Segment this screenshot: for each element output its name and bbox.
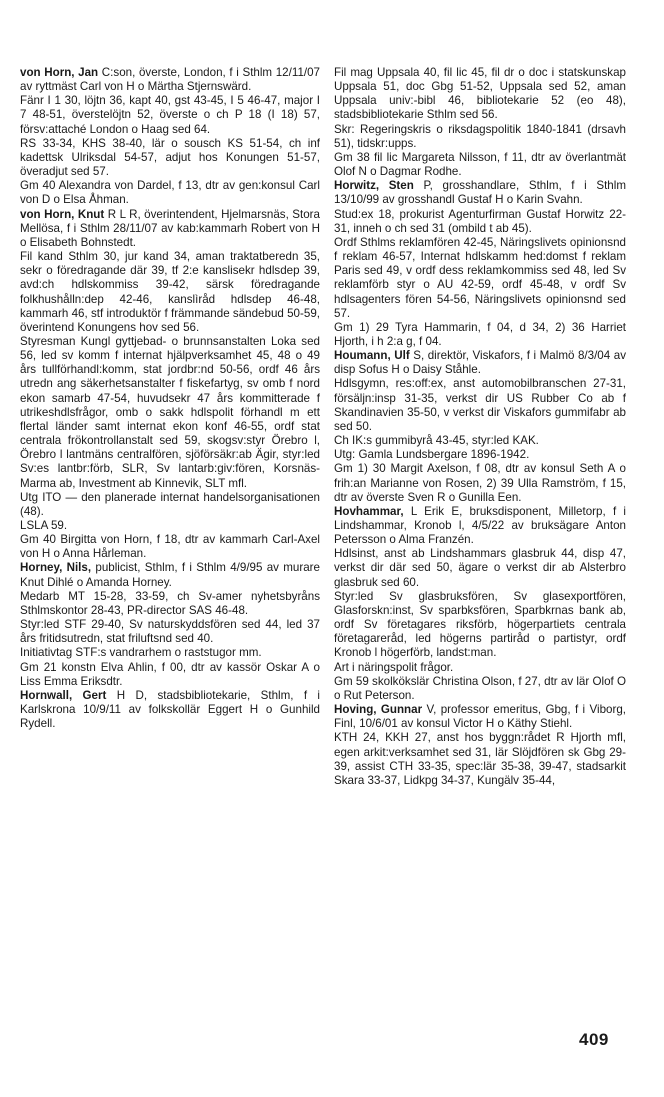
entry-text: Gm 38 fil lic Margareta Nilsson, f 11, dtr av överlantmät Olof N o Dagmar Rodhe. — [334, 150, 626, 179]
entry-paragraph — [20, 94, 320, 136]
entry-text: KTH 24, KKH 27, anst hos byggn:rådet R Hjorth mfl, egen arkit:verksamhet sed 31, lär Slöjdfören sk Gbg 29-39, assist CTH 33-35, spec:lär 35-38, 39-47, stadsarkit Skara 33-37, Lidkpg 34-37, Kungälv 35-44, — [334, 731, 626, 787]
entry-paragraph — [20, 137, 320, 179]
entry-paragraph — [334, 590, 626, 661]
biography-entry — [334, 349, 626, 377]
biography-entry — [334, 505, 626, 547]
entry-text: Gm 1) 30 Margit Axelson, f 08, dtr av konsul Seth A o frih:an Marianne von Rosen, 2) 39 Ulla Ramström, f 15, dtr av överste Sven R o Gunilla Een. — [334, 462, 626, 504]
entry-text: R L R, överintendent, Hjelmarsnäs, Stora Mellösa, f i Sthlm 28/11/07 av kab:kammarh Robert von H o Elisabeth Bohnstedt. — [20, 207, 320, 249]
entry-headword: von Horn, Knut — [20, 207, 105, 221]
entry-text: Initiativtag STF:s vandrarhem o raststugor mm. — [20, 646, 262, 660]
entry-text: Art i näringspolit frågor. — [334, 660, 454, 674]
entry-text: Fänr I 1 30, löjtn 36, kapt 40, gst 43-45, I 5 46-47, major I 7 48-51, överstelöjtn 52, överste o ch P 18 (I 18) 57, försv:attaché London o Haag sed 64. — [20, 94, 320, 136]
entry-text: Gm 40 Birgitta von Horn, f 18, dtr av kammarh Carl-Axel von H o Anna Hårleman. — [20, 533, 320, 561]
entry-paragraph — [20, 618, 320, 646]
entry-paragraph — [334, 208, 626, 236]
entry-text: H D, stadsbibliotekarie, Sthlm, f i Karlskrona 10/9/11 av folkskollär Eggert H o Gunhild Rydell. — [20, 688, 320, 731]
entry-paragraph — [334, 547, 626, 589]
entry-paragraph — [20, 646, 320, 660]
entry-paragraph — [334, 321, 626, 349]
entry-text: V, professor emeritus, Gbg, f i Viborg, Finl, 10/6/01 av konsul Victor H o Käthy Stiehl. — [334, 703, 627, 731]
entry-text: Ordf Sthlms reklamfören 42-45, Näringslivets opinionsnd f reklam 46-57, Internat hdlskamm hed:domst f reklam Paris sed 49, v ordf dess reklamkommiss sed 48, led Sv reklamförb styr o AU 42-59, ordf 45-48, v ordf Sv hdlsagenters fören 54-56, Näringslivets opinionsnd sed 57. — [334, 235, 626, 320]
entry-paragraph — [334, 675, 626, 703]
entry-text: Medarb MT 15-28, 33-59, ch Sv-amer nyhetsbyråns Sthlmskontor 28-43, PR-director SAS 46-48. — [20, 589, 320, 617]
entry-paragraph — [334, 377, 626, 434]
biography-entry — [20, 66, 320, 94]
entry-paragraph — [334, 434, 626, 448]
entry-text: Gm 59 skolkökslär Christina Olson, f 27, dtr av lär Olof O o Rut Peterson. — [334, 674, 626, 702]
entry-headword: Hovhammar, — [334, 504, 404, 518]
entry-paragraph — [20, 179, 320, 207]
entry-text: Gm 21 konstn Elva Ahlin, f 00, dtr av kassör Oskar A o Liss Emma Eriksdtr. — [20, 660, 320, 688]
entry-paragraph — [20, 250, 320, 335]
left-column — [20, 66, 320, 731]
page-number: 409 — [579, 1030, 609, 1049]
biography-entry — [334, 179, 626, 207]
entry-text: LSLA 59. — [20, 519, 68, 532]
right-column — [334, 66, 626, 788]
entry-paragraph — [334, 236, 626, 321]
entry-paragraph — [20, 491, 320, 519]
entry-headword: von Horn, Jan — [20, 66, 99, 79]
entry-headword: Hornwall, Gert — [20, 688, 107, 702]
biography-entry — [20, 561, 320, 589]
entry-text: Skr: Regeringskris o riksdagspolitik 1840-1841 (drsavh 51), tidskr:upps. — [334, 122, 626, 150]
entry-text: Utg: Gamla Lundsbergare 1896-1942. — [334, 448, 530, 462]
entry-text: Hdlsgymn, res:off:ex, anst automobilbranschen 27-31, försäljn:insp 31-35, verkst dir US Rubber Co ab f Skandinavien 35-50, v verkst dir Viskafors gummifabr ab sed 50. — [334, 377, 626, 433]
entry-paragraph — [20, 533, 320, 561]
entry-text: Styr:led STF 29-40, Sv naturskyddsfören sed 44, led 37 års fritidsutredn, stat friluftsnd sed 40. — [20, 618, 320, 646]
entry-text: P, grosshandlare, Sthlm, f i Sthlm 13/10/99 av grosshandl Gustaf H o Karin Svahn. — [334, 179, 626, 207]
entry-paragraph — [334, 462, 626, 504]
entry-text: Ch IK:s gummibyrå 43-45, styr:led KAK. — [334, 434, 539, 448]
entry-text: Gm 40 Alexandra von Dardel, f 13, dtr av gen:konsul Carl von D o Elsa Åhman. — [20, 179, 320, 207]
entry-paragraph — [334, 731, 626, 788]
entry-text: Utg ITO — den planerade internat handelsorganisationen (48). — [20, 490, 320, 518]
entry-text: RS 33-34, KHS 38-40, lär o sousch KS 51-54, ch inf kadettsk Ulriksdal 54-57, adjut hos Konungen 51-57, överadjut sed 57. — [20, 136, 320, 179]
entry-paragraph — [334, 151, 626, 179]
biography-entry — [334, 703, 626, 731]
biography-entry — [20, 208, 320, 250]
entry-headword: Horwitz, Sten — [334, 179, 414, 193]
entry-paragraph — [334, 66, 626, 123]
entry-text: Hdlsinst, anst ab Lindshammars glasbruk 44, disp 47, verkst dir där sed 50, ägare o verkst dir ab Alsterbro glasbruk sed 60. — [334, 547, 626, 589]
entry-paragraph — [20, 590, 320, 618]
entry-headword: Houmann, Ulf — [334, 349, 410, 363]
entry-paragraph — [20, 519, 320, 533]
entry-text: Styr:led Sv glasbruksfören, Sv glasexportfören, Glasforskn:inst, Sv sparbksfören, Sparbkrnas bank ab, ordf Sv företagares riksförb, högerpartiets centrala företagareråd, led högerns partiråd o partistyr, ordf Kronob l högerförb, landst:man. — [334, 589, 626, 660]
entry-text: Gm 1) 29 Tyra Hammarin, f 04, d 34, 2) 36 Harriet Hjorth, i h 2:a g, f 04. — [334, 320, 626, 348]
entry-text: Styresman Kungl gyttjebad- o brunnsanstalten Loka sed 56, led sv komm f internat hjälpverksamhet 45, 48 o 49 års tullförhandl:komm, stat jordbr:nd 50-56, ordf 46 års utredn ang säkerhetsanstalter f fiskefartyg, sv omb f nord ekon samarb 47-54, huvudsekr 47 års kommitterade f utrikeshdlsfrågor, omb o sakk hdlspolit förhandl m ett flertal länder samt internat ekon konf 46-55, ordf stat centrala frökontrollanstalt sed 59, skogsv:styr Örebro l, Örebro l lantmäns centralfören, sjöförsäkr:ab Ägir, styr:led Sv:es lantbr:förb, SLR, Sv lantarb:giv:fören, Korsnäs-Marma ab, Investment ab Kinnevik, SLT mfl. — [20, 334, 320, 490]
entry-headword: Horney, Nils, — [20, 561, 92, 575]
entry-paragraph — [334, 448, 626, 462]
entry-paragraph — [20, 661, 320, 689]
biography-entry — [20, 689, 320, 731]
entry-text: L Erik E, bruksdisponent, Milletorp, f i Lindshammar, Kronob l, 4/5/22 av bruksägare Anton Petersson o Alma Franzén. — [334, 504, 626, 547]
entry-paragraph — [334, 661, 626, 675]
entry-text: Fil mag Uppsala 40, fil lic 45, fil dr o doc i statskunskap Uppsala 51, doc Gbg 51-52, Uppsala sed 52, aman Uppsala univ:-bibl 46, bibliotekarie 52 (eo 48), stadsbibliotekarie Sthlm sed 56. — [334, 66, 626, 122]
entry-text: C:son, överste, London, f i Sthlm 12/11/07 av ryttmäst Carl von H o Märtha Stjernswärd. — [20, 66, 321, 94]
entry-text: Fil kand Sthlm 30, jur kand 34, aman traktatberedn 35, sekr o föredragande där 39, tf 2:e kanslisekr hdlsdep 39, avd:ch hdlskommiss 39-42, särsk föredragande folkhushålln:dep 42-46, kanslìråd hdlsdep 46-48, kammarh 46, stf introduktör f främmande sändebud 50-59, överintend Konungens hov sed 56. — [20, 250, 320, 334]
entry-text: S, direktör, Viskafors, f i Malmö 8/3/04 av disp Sofus H o Daisy Ståhle. — [334, 349, 626, 377]
entry-text: Stud:ex 18, prokurist Agenturfirman Gustaf Horwitz 22-31, inneh o ch sed 31 (ombild t ab 45). — [334, 207, 626, 235]
entry-paragraph — [20, 335, 320, 491]
entry-text: publicist, Sthlm, f i Sthlm 4/9/95 av murare Knut Dihlé o Amanda Horney. — [20, 561, 320, 589]
entry-paragraph — [334, 123, 626, 151]
entry-headword: Hoving, Gunnar — [334, 703, 423, 717]
